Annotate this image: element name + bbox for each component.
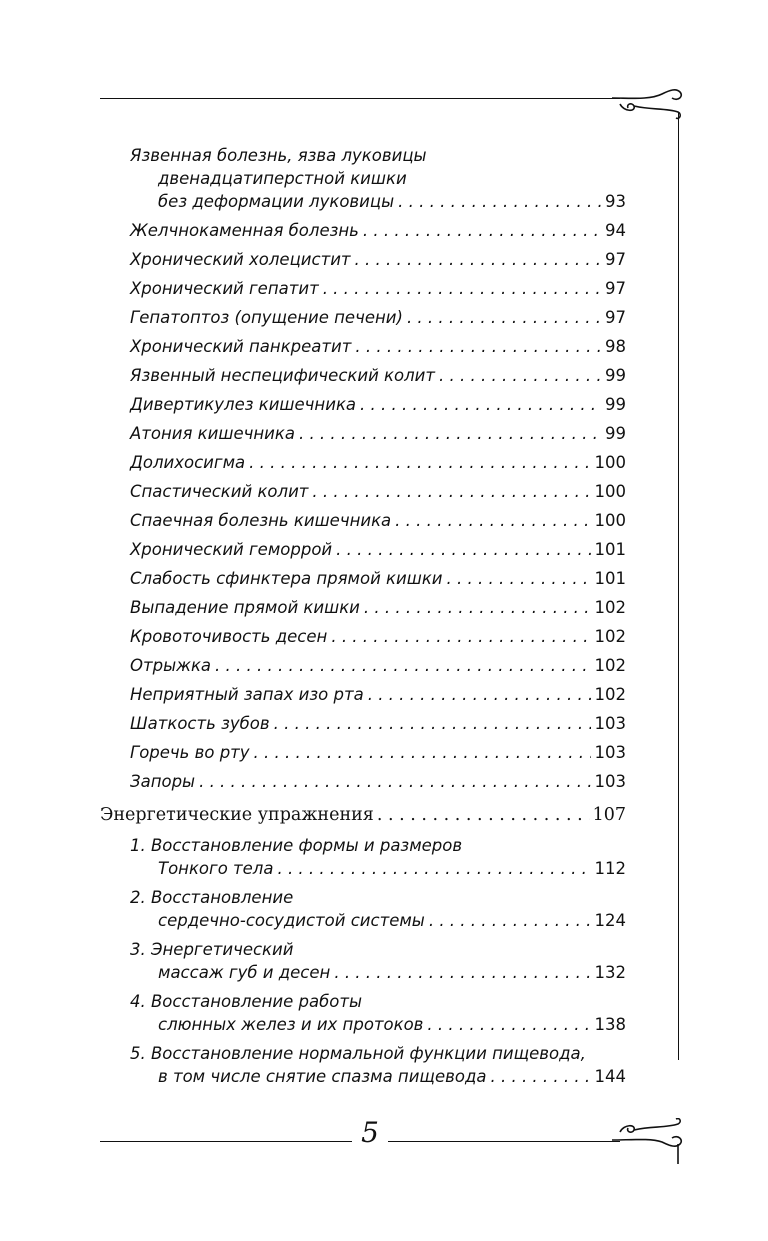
toc-entry	[130, 627, 626, 646]
toc-entry	[130, 714, 626, 733]
toc-entry	[130, 250, 626, 269]
dot-leader	[312, 482, 590, 501]
dot-leader	[274, 714, 591, 733]
toc-entry-page: 102	[594, 656, 626, 675]
dot-leader	[355, 250, 601, 269]
dot-leader	[398, 192, 601, 211]
toc-entry-page: 97	[605, 279, 626, 298]
toc-entry-page: 103	[594, 743, 626, 762]
toc-entry-page: 107	[592, 805, 626, 825]
toc-entry-line: 1. Восстановление формы и размеров	[130, 836, 463, 855]
toc-entry-page: 101	[594, 540, 626, 559]
toc-entry-title: Выпадение прямой кишки	[130, 598, 360, 617]
bottom-corner-flourish-icon	[610, 1118, 690, 1166]
top-corner-flourish-icon	[610, 84, 690, 124]
toc-entry	[130, 221, 626, 240]
toc-entry	[130, 598, 626, 617]
toc-entry-page: 99	[605, 424, 626, 443]
toc-entry	[130, 337, 626, 356]
toc-entry-page: 99	[605, 366, 626, 385]
toc-entry	[130, 772, 626, 791]
frame-bottom-rule-left	[100, 1141, 352, 1142]
toc-entry-title: Горечь во рту	[130, 743, 250, 762]
toc-entry-line: Язвенная болезнь, язва луковицы	[130, 146, 427, 165]
dot-leader	[368, 685, 591, 704]
toc-entry	[130, 366, 626, 385]
toc-entry-line: 5. Восстановление нормальной функции пищевода,	[130, 1044, 586, 1063]
toc-entry-title: Долихосигма	[130, 453, 246, 472]
toc-entry	[158, 1067, 626, 1086]
toc-entry-title: Хронический панкреатит	[130, 337, 352, 356]
dot-leader	[323, 279, 601, 298]
dot-leader	[490, 1067, 590, 1086]
toc-entry-title: слюнных желез и их протоков	[158, 1015, 424, 1034]
toc-entry-title: сердечно-сосудистой системы	[158, 911, 425, 930]
toc-entry-title: Атония кишечника	[130, 424, 295, 443]
toc-entry-page: 100	[594, 511, 626, 530]
dot-leader	[215, 656, 590, 675]
dot-leader	[299, 424, 601, 443]
toc-entry	[100, 805, 626, 825]
toc-entry	[158, 963, 626, 982]
toc-entry-title: Кровоточивость десен	[130, 627, 328, 646]
toc-entry-line: 3. Энергетический	[130, 940, 294, 959]
frame-right-rule	[678, 112, 679, 1060]
dot-leader	[447, 569, 591, 588]
toc-entry-page: 94	[605, 221, 626, 240]
toc-entry-page: 97	[605, 250, 626, 269]
dot-leader	[364, 598, 591, 617]
toc-entry	[130, 540, 626, 559]
dot-leader	[360, 395, 601, 414]
dot-leader	[254, 743, 591, 762]
toc-entry-page: 97	[605, 308, 626, 327]
toc-entry-page: 99	[605, 395, 626, 414]
toc-entry-page: 102	[594, 598, 626, 617]
toc-entry-title: Тонкого тела	[158, 859, 274, 878]
toc-entry	[130, 685, 626, 704]
toc-entry	[158, 911, 626, 930]
toc-entry-title: Дивертикулез кишечника	[130, 395, 357, 414]
toc-entry	[130, 424, 626, 443]
toc-entry-title: Хронический холецистит	[130, 250, 351, 269]
toc-entry	[158, 192, 626, 211]
toc-entry	[130, 395, 626, 414]
toc-entry-page: 124	[594, 911, 626, 930]
toc-entry-page: 103	[594, 772, 626, 791]
toc-entry-page: 102	[594, 685, 626, 704]
dot-leader	[336, 540, 590, 559]
dot-leader	[427, 1015, 590, 1034]
dot-leader	[355, 337, 601, 356]
toc-entry-title: Слабость сфинктера прямой кишки	[130, 569, 443, 588]
toc-entry	[158, 1015, 626, 1034]
toc-entry	[130, 482, 626, 501]
toc-entry-page: 101	[594, 569, 626, 588]
toc-entry	[130, 569, 626, 588]
toc-entry-title: Спаечная болезнь кишечника	[130, 511, 392, 530]
toc-entry-title: Хронический гепатит	[130, 279, 319, 298]
toc-entry	[130, 743, 626, 762]
toc-entry-title: Хронический геморрой	[130, 540, 333, 559]
dot-leader	[331, 627, 590, 646]
toc-entry-page: 100	[594, 453, 626, 472]
toc-entry-page: 132	[594, 963, 626, 982]
toc-entry	[130, 308, 626, 327]
toc-entry-page: 138	[594, 1015, 626, 1034]
toc-entry-page: 102	[594, 627, 626, 646]
toc-entry-title: Гепатоптоз (опущение печени)	[130, 308, 403, 327]
dot-leader	[377, 805, 590, 825]
toc-entry-line: 2. Восстановление	[130, 888, 294, 907]
toc-entry-title: Желчнокаменная болезнь	[130, 221, 359, 240]
toc-entry-title: Язвенный неспецифический колит	[130, 366, 435, 385]
toc-entry-line: двенадцатиперстной кишки	[158, 169, 407, 188]
toc-entry-page: 100	[594, 482, 626, 501]
toc-entry-line: 4. Восстановление работы	[130, 992, 362, 1011]
toc-entry	[158, 859, 626, 878]
toc-entry-title: без деформации луковицы	[158, 192, 395, 211]
dot-leader	[249, 453, 590, 472]
toc-entry-title: Отрыжка	[130, 656, 212, 675]
dot-leader	[429, 911, 591, 930]
toc-entry-title: Неприятный запах изо рта	[130, 685, 364, 704]
toc-entry	[130, 511, 626, 530]
dot-leader	[395, 511, 590, 530]
frame-bottom-rule-right	[388, 1141, 620, 1142]
toc-entry-page: 93	[605, 192, 626, 211]
toc-entry-title: Энергетические упражнения	[100, 805, 374, 825]
dot-leader	[277, 859, 590, 878]
dot-leader	[439, 366, 601, 385]
toc-entry	[130, 656, 626, 675]
toc-entry-title: в том числе снятие спазма пищевода	[158, 1067, 487, 1086]
toc-entry-page: 103	[594, 714, 626, 733]
page-number: 5	[361, 1116, 379, 1149]
frame-top-rule	[100, 98, 620, 99]
toc-entry	[130, 453, 626, 472]
toc-entry-page: 144	[594, 1067, 626, 1086]
dot-leader	[363, 221, 601, 240]
toc-entry	[130, 279, 626, 298]
toc-entry-title: Шаткость зубов	[130, 714, 270, 733]
toc-entry-page: 112	[594, 859, 626, 878]
toc-entry-title: Спастический колит	[130, 482, 309, 501]
dot-leader	[334, 963, 590, 982]
dot-leader	[199, 772, 590, 791]
dot-leader	[407, 308, 601, 327]
toc-entry-title: массаж губ и десен	[158, 963, 331, 982]
toc-entry-page: 98	[605, 337, 626, 356]
toc-entry-title: Запоры	[130, 772, 196, 791]
